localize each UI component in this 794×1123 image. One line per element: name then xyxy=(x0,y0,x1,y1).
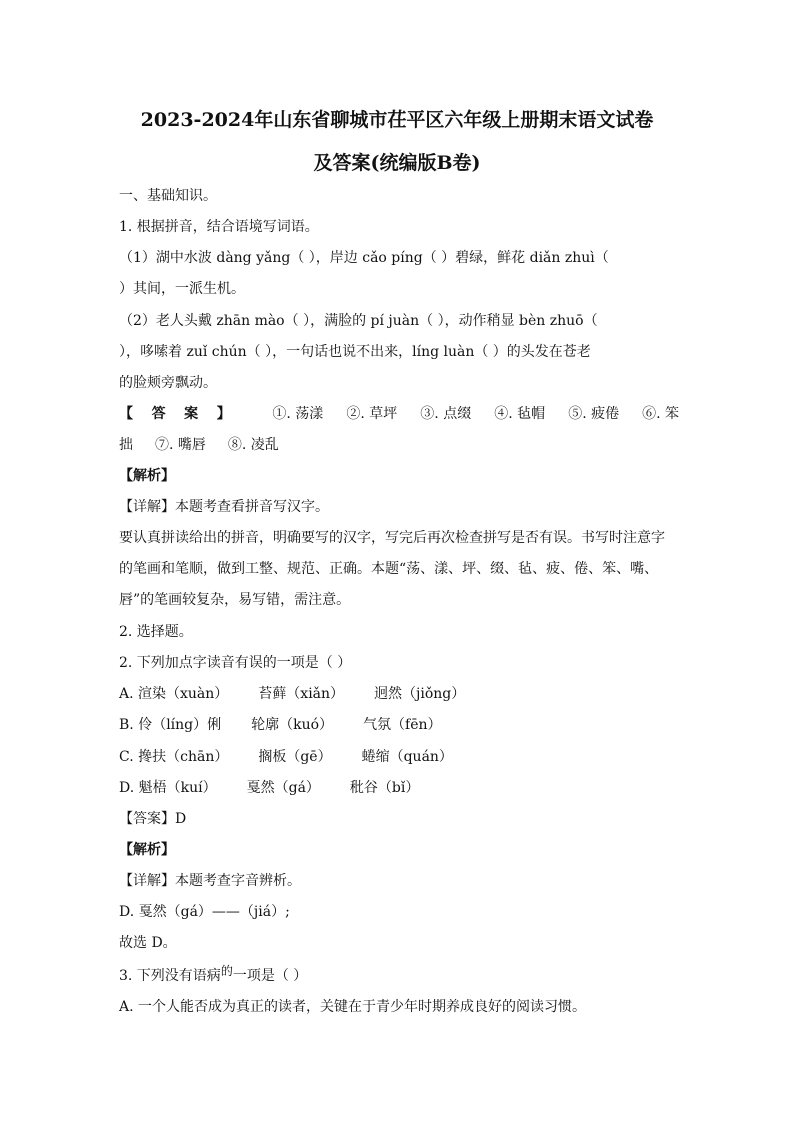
answer-item: ①. 荡漾 xyxy=(272,406,324,422)
question-1-line: （2）老人头戴 zhān mào（ ），满脸的 pí juàn（ ），动作稍显 bèn zhuō（ xyxy=(119,313,598,329)
stem-superscript: 的 xyxy=(220,964,233,978)
explanation-text: 唇”的笔画较复杂，易写错，需注意。 xyxy=(119,592,351,608)
detail-text: 【详解】本题考查看拼音写汉字。 xyxy=(119,499,329,515)
question-3-option-a: A. 一个人能否成为真正的读者，关键在于青少年时期养成良好的阅读习惯。 xyxy=(119,999,587,1015)
detail-text: 【详解】本题考查字音辨析。 xyxy=(119,873,301,889)
question-1-answer-continued xyxy=(119,435,679,455)
answer-item: ⑤. 疲倦 xyxy=(568,406,620,422)
option-part: 蜷缩（quán） xyxy=(361,749,453,765)
stem-text: 3. 下列没有语病 xyxy=(119,968,221,984)
question-3-stem xyxy=(119,966,679,986)
option-d xyxy=(119,778,679,798)
option-part: D. 魁梧（kuí） xyxy=(119,780,217,796)
option-part: B. 伶（líng）俐 xyxy=(119,717,222,733)
explanation-text: 的笔画和笔顺，做到工整、规范、正确。本题“荡、漾、坪、缀、毡、疲、倦、笨、嘴、 xyxy=(119,561,659,577)
option-part: 戛然（gá） xyxy=(246,780,320,796)
answer-item: ④. 毡帽 xyxy=(494,406,546,422)
document-title-line2: 及答案(统编版B卷) xyxy=(313,152,481,174)
option-part: 气氛（fēn） xyxy=(363,717,442,733)
answer-item: 拙 xyxy=(119,437,133,453)
question-1-line: 的脸颊旁飘动。 xyxy=(119,375,217,391)
option-a xyxy=(119,684,679,704)
option-part: 迥然（jiǒng） xyxy=(374,686,466,702)
document-title-line1: 2023-2024年山东省聊城市茌平区六年级上册期末语文试卷 xyxy=(140,109,654,131)
question-1-line: ）其间，一派生机。 xyxy=(119,281,245,297)
option-part: 轮廓（kuó） xyxy=(251,717,334,733)
analysis-label: 【解析】 xyxy=(119,842,175,858)
option-part: 秕谷（bǐ） xyxy=(349,780,420,796)
option-part: A. 渲染（xuàn） xyxy=(119,686,229,702)
question-2-stem: 2. 下列加点字读音有误的一项是（ ） xyxy=(119,655,352,671)
stem-text: 一项是（ ） xyxy=(232,968,308,984)
answer-item: ③. 点缀 xyxy=(420,406,472,422)
explanation-text: D. 戛然（gá）——（jiá）; xyxy=(119,904,290,920)
answer-label: 【答案】 xyxy=(119,406,250,422)
question-1-answer xyxy=(119,404,679,424)
answer-item: ②. 草坪 xyxy=(346,406,398,422)
section-heading: 2. 选择题。 xyxy=(119,624,193,640)
option-b xyxy=(119,715,679,735)
option-part: 搁板（gē） xyxy=(258,749,332,765)
option-part: 苔藓（xiǎn） xyxy=(258,686,345,702)
option-part: C. 搀扶（chān） xyxy=(119,749,229,765)
question-1-stem: 1. 根据拼音，结合语境写词语。 xyxy=(119,219,319,235)
question-2-answer: 【答案】D xyxy=(119,811,187,827)
option-c xyxy=(119,747,679,767)
answer-item: ⑦. 嘴唇 xyxy=(155,437,206,453)
section-heading: 一、基础知识。 xyxy=(119,188,217,204)
explanation-text: 要认真拼读给出的拼音，明确要写的汉字，写完后再次检查拼写是否有误。书写时注意字 xyxy=(119,530,665,546)
choice-text: 故选 D。 xyxy=(119,935,177,951)
answer-item: ⑥. 笨 xyxy=(642,406,680,422)
question-1-line: （1）湖中水波 dàng yǎng（ ），岸边 cǎo píng（ ）碧绿，鲜花 diǎn zhuì（ xyxy=(119,250,609,266)
analysis-label: 【解析】 xyxy=(119,468,175,484)
question-1-line: ），哆嗦着 zuǐ chún（ ），一句话也说不出来，líng luàn（ ）的头发在苍老 xyxy=(119,344,591,360)
answer-item: ⑧. 凌乱 xyxy=(227,437,279,453)
